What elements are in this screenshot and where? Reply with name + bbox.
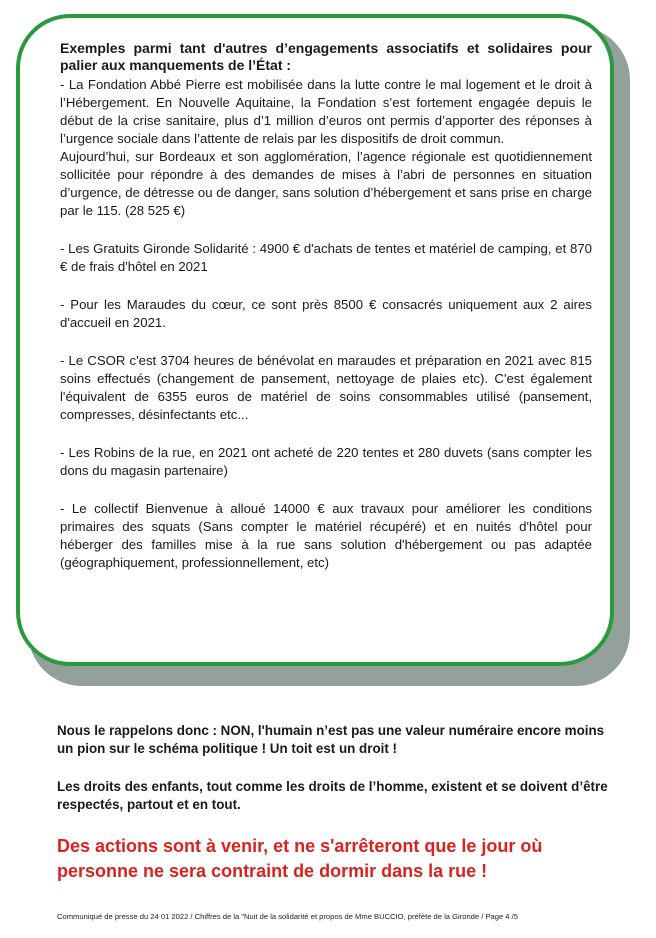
statement-droits-enfants: Les droits des enfants, tout comme les droits de l’homme, existent et se doivent d’être respectés, partout et en tout. [57,779,608,812]
card-text [60,76,592,572]
paragraph-collectif-bienvenue: - Le collectif Bienvenue à alloué 14000 € aux travaux pour améliorer les conditions primaires des squats (Sans compter le matériel récupéré) et en nuités d'hôtel pour héberger des familles mise à la rue sans solution d'hébergement ou pas adaptée (géographiquement, professionnellement, etc) [60,501,592,570]
paragraph-robins-de-la-rue: - Les Robins de la rue, en 2021 ont acheté de 220 tentes et 280 duvets (sans compter les dons du magasin partenaire) [60,445,592,478]
engagements-card [16,14,614,666]
callout-actions: Des actions sont à venir, et ne s'arrêteront que le jour où personne ne sera contraint de dormir dans la rue ! [57,836,543,881]
paragraph-gratuits-gironde: - Les Gratuits Gironde Solidarité : 4900 € d'achats de tentes et matériel de camping, et 870 € de frais d'hôtel en 2021 [60,241,592,274]
statements-section [57,722,609,884]
paragraph-maraudes-du-coeur: - Pour les Maraudes du cœur, ce sont près 8500 € consacrés uniquement aux 2 aires d'accueil en 2021. [60,297,592,330]
paragraph-csor: - Le CSOR c'est 3704 heures de bénévolat en maraudes et préparation en 2021 avec 815 soins effectués (changement de pansement, nettoyage de plaies etc). C'est également l'équivalent de 6355 euros de matériel de soins consommables utilisé (pansement, compresses, désinfectants etc... [60,353,592,422]
page-footer: Communiqué de presse du 24 01 2022 / Chiffres de la "Nuit de la solidarité et propos de Mme BUCCIO, préfète de la Gironde / Page 4 /5 [57,912,518,921]
paragraph-fondation-abbe-pierre: - La Fondation Abbé Pierre est mobilisée dans la lutte contre le mal logement et le droit à l’Hébergement. En Nouvelle Aquitaine, la Fondation s’est fortement engagée depuis le début de la crise sanitaire, plus d’1 million d’euros ont permis d’apporter des réponses à l’urgence sociale dans l’attente de relais par les dispositifs de droit commun. [60,77,592,146]
card-title: Exemples parmi tant d'autres d’engagements associatifs et solidaires pour palier aux manquements de l’État : [60,40,592,73]
statement-humain: Nous le rappelons donc : NON, l'humain n’est pas une valeur numéraire encore moins un pion sur le schéma politique ! Un toit est un droit ! [57,723,605,756]
paragraph-bordeaux-agence: Aujourd’hui, sur Bordeaux et son agglomération, l’agence régionale est quotidiennement sollicitée pour répondre à des demandes de mises à l’abri de personnes en situation d’urgence, de détresse ou de danger, sans solution d’hébergement et sans prise en charge par le 115. (28 525 €) [60,149,592,218]
